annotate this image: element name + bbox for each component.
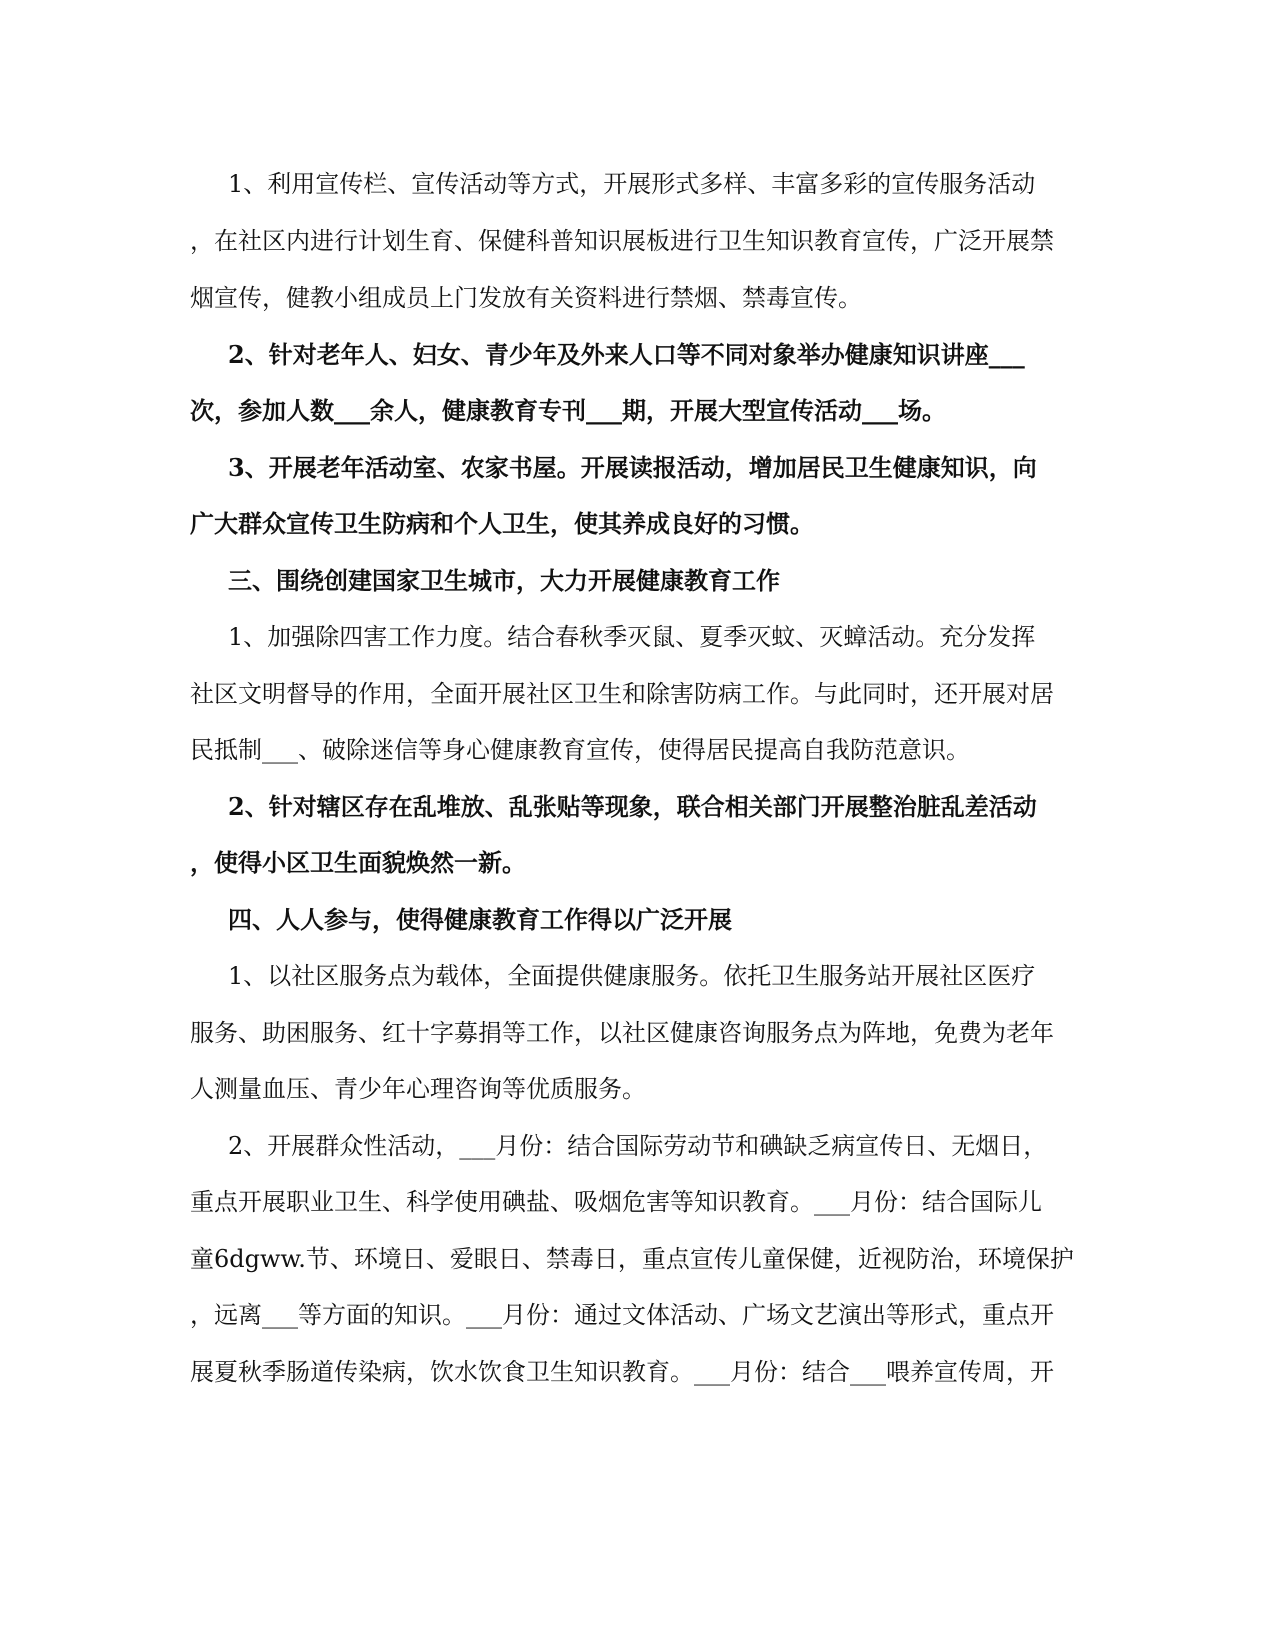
paragraph-5-line-2: ，使得小区卫生面貌焕然一新。 — [190, 848, 526, 877]
paragraph-6-line-3: 人测量血压、青少年心理咨询等优质服务。 — [190, 1075, 646, 1103]
paragraph-7-line-3: 童6dgww.节、环境日、爱眼日、禁毒日，重点宣传儿童保健，近视防治，环境保护 — [190, 1245, 1074, 1273]
paragraph-1-line-2: ，在社区内进行计划生育、保健科普知识展板进行卫生知识教育宣传，广泛开展禁 — [190, 227, 1054, 255]
paragraph-1-line-1: 1、利用宣传栏、宣传活动等方式，开展形式多样、丰富多彩的宣传服务活动 — [228, 170, 1036, 198]
paragraph-7-line-5: 展夏秋季肠道传染病，饮水饮食卫生知识教育。___月份：结合___喂养宣传周，开 — [190, 1358, 1054, 1386]
paragraph-6-line-1: 1、以社区服务点为载体，全面提供健康服务。依托卫生服务站开展社区医疗 — [228, 962, 1036, 990]
paragraph-7-line-1: 2、开展群众性活动，___月份：结合国际劳动节和碘缺乏病宣传日、无烟日， — [228, 1132, 1048, 1160]
paragraph-3-line-2: 广大群众宣传卫生防病和个人卫生，使其养成良好的习惯。 — [190, 509, 814, 538]
paragraph-4-line-1: 1、加强除四害工作力度。结合春秋季灭鼠、夏季灭蚊、灭蟑活动。充分发挥 — [228, 623, 1036, 651]
paragraph-4-line-2: 社区文明督导的作用，全面开展社区卫生和除害防病工作。与此同时，还开展对居 — [190, 680, 1054, 708]
paragraph-2-line-1: 2、针对老年人、妇女、青少年及外来人口等不同对象举办健康知识讲座___ — [228, 340, 1025, 369]
paragraph-2-line-2: 次，参加人数___余人，健康教育专刊___期，开展大型宣传活动___场。 — [190, 396, 946, 425]
paragraph-6-line-2: 服务、助困服务、红十字募捐等工作，以社区健康咨询服务点为阵地，免费为老年 — [190, 1019, 1054, 1047]
paragraph-5-line-1: 2、针对辖区存在乱堆放、乱张贴等现象，联合相关部门开展整治脏乱差活动 — [228, 792, 1037, 821]
document-body — [190, 0, 1080, 1650]
paragraph-3-line-1: 3、开展老年活动室、农家书屋。开展读报活动，增加居民卫生健康知识，向 — [228, 453, 1037, 482]
paragraph-1-line-3: 烟宣传，健教小组成员上门发放有关资料进行禁烟、禁毒宣传。 — [190, 284, 862, 312]
section-heading-4: 四、人人参与，使得健康教育工作得以广泛开展 — [228, 905, 732, 934]
paragraph-4-line-3: 民抵制___、破除迷信等身心健康教育宣传，使得居民提高自我防范意识。 — [190, 736, 970, 764]
paragraph-7-line-2: 重点开展职业卫生、科学使用碘盐、吸烟危害等知识教育。___月份：结合国际儿 — [190, 1188, 1042, 1216]
paragraph-7-line-4: ，远离___等方面的知识。___月份：通过文体活动、广场文艺演出等形式，重点开 — [190, 1301, 1054, 1329]
section-heading-3: 三、围绕创建国家卫生城市，大力开展健康教育工作 — [228, 566, 780, 595]
